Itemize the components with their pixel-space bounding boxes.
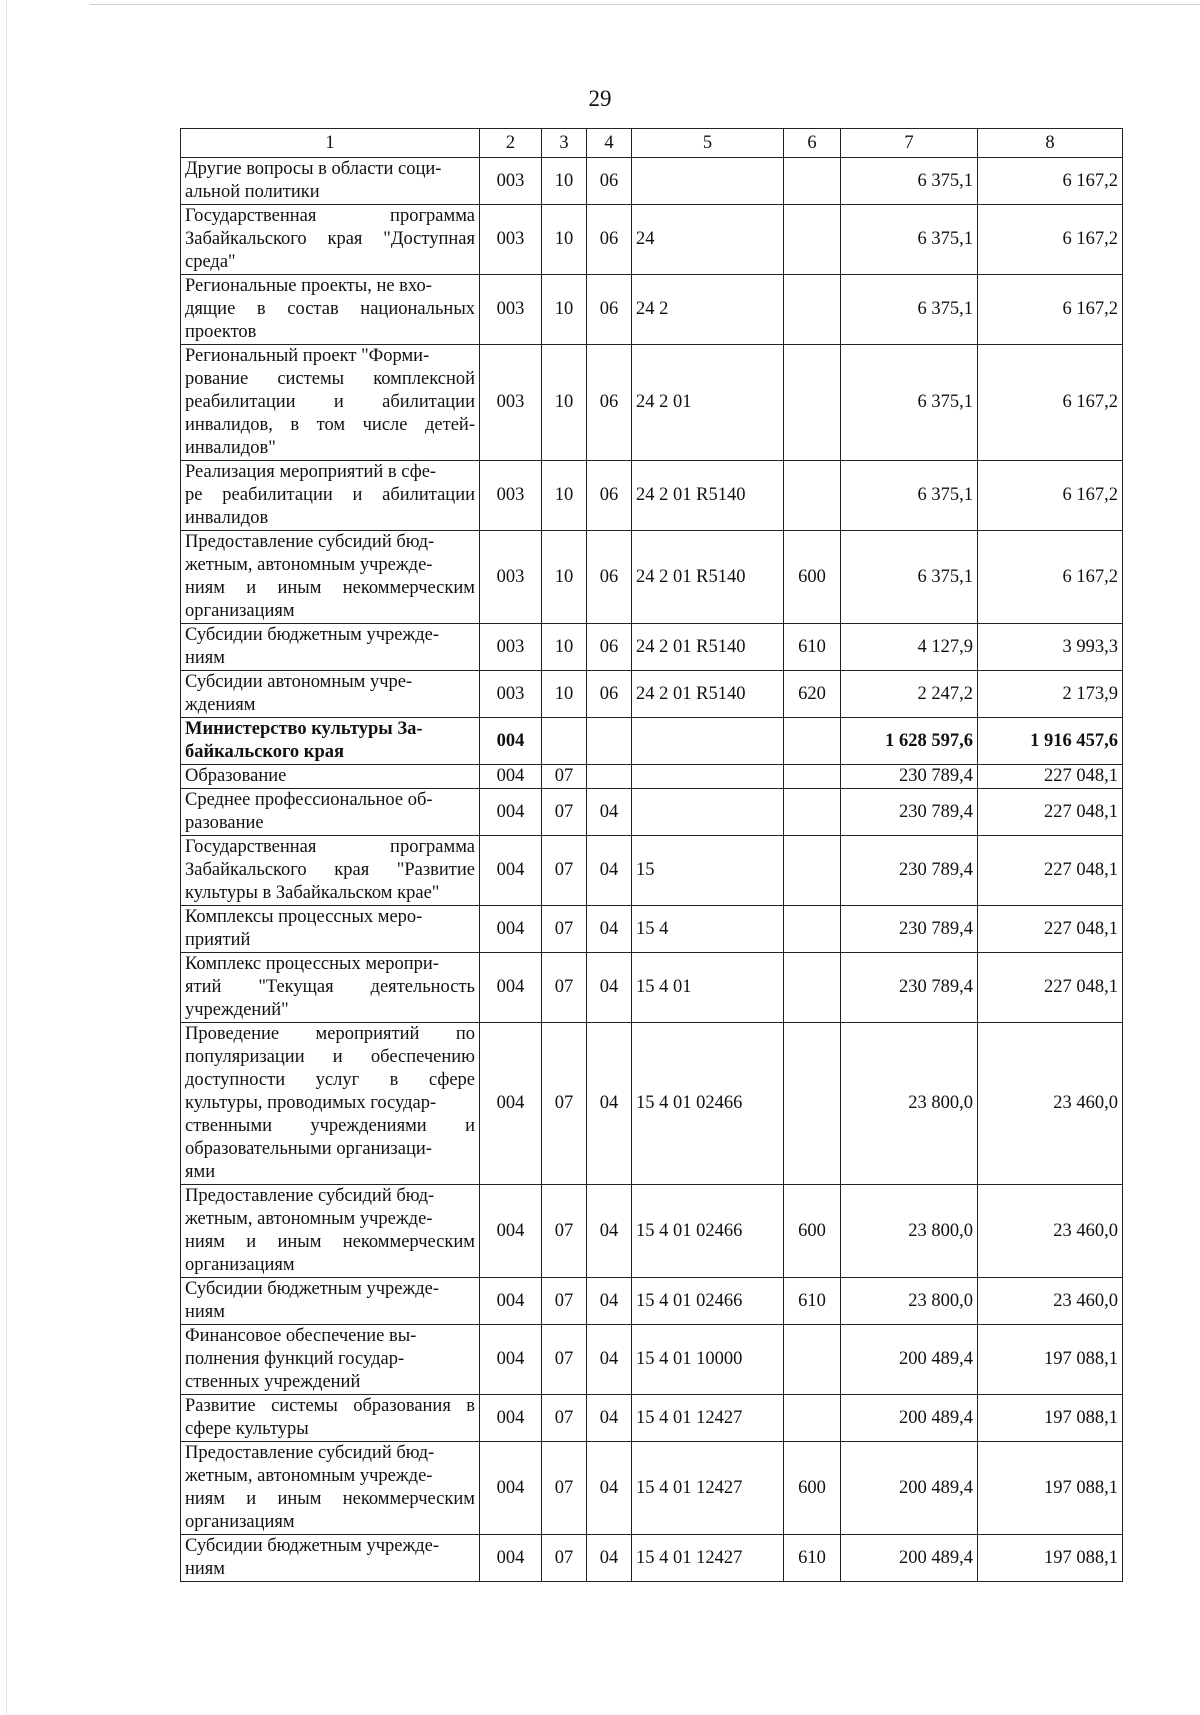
amount-year-1: 230 789,4 — [841, 789, 978, 836]
subsection-code: 06 — [587, 671, 632, 718]
section-code: 10 — [542, 158, 587, 205]
target-article-code: 15 4 — [632, 906, 784, 953]
expense-type-code — [784, 718, 841, 765]
item-name: Государственная программа Забайкальского края "Доступная среда" — [181, 205, 480, 275]
subsection-code: 06 — [587, 624, 632, 671]
subsection-code — [587, 718, 632, 765]
expense-type-code: 600 — [784, 531, 841, 624]
amount-year-2: 2 173,9 — [978, 671, 1123, 718]
subsection-code: 04 — [587, 953, 632, 1023]
section-code: 10 — [542, 205, 587, 275]
table-row — [181, 158, 1123, 205]
ministry-code: 004 — [480, 1023, 542, 1185]
column-header: 6 — [784, 129, 841, 158]
section-code: 07 — [542, 836, 587, 906]
section-code: 07 — [542, 906, 587, 953]
column-header: 5 — [632, 129, 784, 158]
ministry-code: 004 — [480, 765, 542, 789]
target-article-code — [632, 789, 784, 836]
table-row — [181, 718, 1123, 765]
ministry-code: 003 — [480, 531, 542, 624]
ministry-code: 004 — [480, 906, 542, 953]
target-article-code: 24 2 01 R5140 — [632, 671, 784, 718]
target-article-code: 15 4 01 02466 — [632, 1185, 784, 1278]
section-code: 07 — [542, 1023, 587, 1185]
expense-type-code — [784, 836, 841, 906]
amount-year-2: 227 048,1 — [978, 836, 1123, 906]
item-name: Субсидии бюджетным учрежде- ниям — [181, 624, 480, 671]
amount-year-2: 6 167,2 — [978, 461, 1123, 531]
subsection-code: 06 — [587, 275, 632, 345]
amount-year-1: 1 628 597,6 — [841, 718, 978, 765]
column-header: 1 — [181, 129, 480, 158]
amount-year-1: 23 800,0 — [841, 1185, 978, 1278]
budget-table — [180, 128, 1123, 1582]
item-name: Среднее профессиональное об- разование — [181, 789, 480, 836]
expense-type-code — [784, 345, 841, 461]
amount-year-1: 230 789,4 — [841, 765, 978, 789]
target-article-code: 15 — [632, 836, 784, 906]
target-article-code — [632, 158, 784, 205]
amount-year-1: 200 489,4 — [841, 1395, 978, 1442]
amount-year-2: 6 167,2 — [978, 345, 1123, 461]
table-body — [181, 158, 1123, 1582]
amount-year-2: 6 167,2 — [978, 158, 1123, 205]
subsection-code: 06 — [587, 205, 632, 275]
table-row — [181, 531, 1123, 624]
amount-year-2: 23 460,0 — [978, 1185, 1123, 1278]
subsection-code: 04 — [587, 1442, 632, 1535]
section-code: 10 — [542, 671, 587, 718]
ministry-code: 004 — [480, 1185, 542, 1278]
scan-edge-line — [90, 4, 1200, 5]
amount-year-1: 6 375,1 — [841, 531, 978, 624]
target-article-code: 15 4 01 10000 — [632, 1325, 784, 1395]
amount-year-2: 23 460,0 — [978, 1278, 1123, 1325]
expense-type-code — [784, 461, 841, 531]
target-article-code: 15 4 01 02466 — [632, 1278, 784, 1325]
ministry-code: 004 — [480, 1442, 542, 1535]
ministry-code: 004 — [480, 1278, 542, 1325]
ministry-code: 003 — [480, 671, 542, 718]
amount-year-2: 227 048,1 — [978, 765, 1123, 789]
table-row — [181, 1325, 1123, 1395]
table-row — [181, 671, 1123, 718]
amount-year-2: 6 167,2 — [978, 531, 1123, 624]
amount-year-1: 200 489,4 — [841, 1535, 978, 1582]
target-article-code: 24 2 01 R5140 — [632, 531, 784, 624]
section-code: 10 — [542, 531, 587, 624]
item-name: Предоставление субсидий бюд- жетным, автономным учрежде- ниям и иным некоммерческим организациям — [181, 531, 480, 624]
subsection-code: 06 — [587, 531, 632, 624]
ministry-code: 004 — [480, 1325, 542, 1395]
amount-year-1: 230 789,4 — [841, 906, 978, 953]
expense-type-code — [784, 1395, 841, 1442]
subsection-code: 04 — [587, 1395, 632, 1442]
expense-type-code — [784, 906, 841, 953]
amount-year-2: 227 048,1 — [978, 789, 1123, 836]
item-name: Региональный проект "Форми- рование системы комплексной реабилитации и абилитации инвалидов, в том числе детей-инвалидов" — [181, 345, 480, 461]
page-number: 29 — [588, 86, 612, 111]
section-code: 10 — [542, 461, 587, 531]
item-name: Развитие системы образования в сфере культуры — [181, 1395, 480, 1442]
amount-year-1: 6 375,1 — [841, 275, 978, 345]
table-row — [181, 461, 1123, 531]
amount-year-2: 6 167,2 — [978, 275, 1123, 345]
section-code: 07 — [542, 953, 587, 1023]
subsection-code: 04 — [587, 1325, 632, 1395]
header-row — [181, 129, 1123, 158]
expense-type-code — [784, 765, 841, 789]
subsection-code: 04 — [587, 789, 632, 836]
table-row — [181, 765, 1123, 789]
section-code: 07 — [542, 1395, 587, 1442]
table-row — [181, 624, 1123, 671]
section-code: 10 — [542, 345, 587, 461]
amount-year-1: 2 247,2 — [841, 671, 978, 718]
amount-year-2: 197 088,1 — [978, 1442, 1123, 1535]
ministry-code: 004 — [480, 836, 542, 906]
item-name: Комплекс процессных меропри- ятий "Текущая деятельность учреждений" — [181, 953, 480, 1023]
ministry-code: 003 — [480, 275, 542, 345]
expense-type-code: 610 — [784, 1278, 841, 1325]
target-article-code — [632, 718, 784, 765]
amount-year-2: 23 460,0 — [978, 1023, 1123, 1185]
target-article-code: 24 2 01 R5140 — [632, 461, 784, 531]
item-name: Проведение мероприятий по популяризации и обеспечению доступности услуг в сфере культуры, проводимых государ- ственными учреждениями и образовательными организаци- ями — [181, 1023, 480, 1185]
subsection-code: 04 — [587, 836, 632, 906]
amount-year-2: 227 048,1 — [978, 953, 1123, 1023]
expense-type-code: 600 — [784, 1185, 841, 1278]
amount-year-1: 200 489,4 — [841, 1442, 978, 1535]
target-article-code: 15 4 01 12427 — [632, 1442, 784, 1535]
expense-type-code — [784, 158, 841, 205]
item-name: Предоставление субсидий бюд- жетным, автономным учрежде- ниям и иным некоммерческим организациям — [181, 1185, 480, 1278]
table-row — [181, 1185, 1123, 1278]
target-article-code: 24 2 01 R5140 — [632, 624, 784, 671]
section-code: 07 — [542, 1325, 587, 1395]
subsection-code: 06 — [587, 461, 632, 531]
expense-type-code — [784, 789, 841, 836]
column-header: 2 — [480, 129, 542, 158]
column-header: 3 — [542, 129, 587, 158]
expense-type-code — [784, 275, 841, 345]
subsection-code: 04 — [587, 1278, 632, 1325]
section-code: 07 — [542, 1278, 587, 1325]
ministry-code: 004 — [480, 1535, 542, 1582]
subsection-code: 04 — [587, 1535, 632, 1582]
amount-year-2: 227 048,1 — [978, 906, 1123, 953]
section-code: 07 — [542, 1535, 587, 1582]
table-row — [181, 275, 1123, 345]
section-code: 07 — [542, 789, 587, 836]
item-name: Министерство культуры За- байкальского края — [181, 718, 480, 765]
table-row — [181, 906, 1123, 953]
table-row — [181, 1395, 1123, 1442]
item-name: Региональные проекты, не вхо- дящие в состав национальных проектов — [181, 275, 480, 345]
amount-year-2: 197 088,1 — [978, 1535, 1123, 1582]
table-row — [181, 953, 1123, 1023]
target-article-code: 24 2 — [632, 275, 784, 345]
item-name: Образование — [181, 765, 480, 789]
expense-type-code: 610 — [784, 624, 841, 671]
item-name: Комплексы процессных меро- приятий — [181, 906, 480, 953]
table-row — [181, 1442, 1123, 1535]
ministry-code: 003 — [480, 205, 542, 275]
amount-year-1: 6 375,1 — [841, 345, 978, 461]
column-header: 4 — [587, 129, 632, 158]
item-name: Реализация мероприятий в сфе- ре реабилитации и абилитации инвалидов — [181, 461, 480, 531]
expense-type-code: 620 — [784, 671, 841, 718]
ministry-code: 004 — [480, 789, 542, 836]
target-article-code: 15 4 01 — [632, 953, 784, 1023]
section-code: 07 — [542, 1442, 587, 1535]
item-name: Предоставление субсидий бюд- жетным, автономным учрежде- ниям и иным некоммерческим организациям — [181, 1442, 480, 1535]
amount-year-1: 23 800,0 — [841, 1278, 978, 1325]
column-header: 7 — [841, 129, 978, 158]
amount-year-2: 6 167,2 — [978, 205, 1123, 275]
ministry-code: 003 — [480, 461, 542, 531]
item-name: Субсидии бюджетным учрежде- ниям — [181, 1278, 480, 1325]
ministry-code: 004 — [480, 718, 542, 765]
column-header: 8 — [978, 129, 1123, 158]
scan-left-edge — [6, 0, 7, 1715]
section-code: 10 — [542, 275, 587, 345]
expense-type-code: 610 — [784, 1535, 841, 1582]
amount-year-2: 1 916 457,6 — [978, 718, 1123, 765]
table-row — [181, 789, 1123, 836]
table-row — [181, 1535, 1123, 1582]
table-row — [181, 1278, 1123, 1325]
expense-type-code — [784, 953, 841, 1023]
target-article-code: 24 2 01 — [632, 345, 784, 461]
section-code: 10 — [542, 624, 587, 671]
table-row — [181, 205, 1123, 275]
amount-year-1: 200 489,4 — [841, 1325, 978, 1395]
amount-year-1: 6 375,1 — [841, 158, 978, 205]
subsection-code: 04 — [587, 1023, 632, 1185]
item-name: Субсидии бюджетным учрежде- ниям — [181, 1535, 480, 1582]
target-article-code: 15 4 01 12427 — [632, 1535, 784, 1582]
subsection-code: 06 — [587, 345, 632, 461]
amount-year-1: 6 375,1 — [841, 205, 978, 275]
table-row — [181, 345, 1123, 461]
ministry-code: 004 — [480, 953, 542, 1023]
item-name: Субсидии автономным учре- ждениям — [181, 671, 480, 718]
expense-type-code — [784, 205, 841, 275]
amount-year-1: 6 375,1 — [841, 461, 978, 531]
expense-type-code — [784, 1023, 841, 1185]
ministry-code: 003 — [480, 624, 542, 671]
amount-year-1: 4 127,9 — [841, 624, 978, 671]
item-name: Другие вопросы в области соци- альной политики — [181, 158, 480, 205]
ministry-code: 003 — [480, 158, 542, 205]
amount-year-2: 3 993,3 — [978, 624, 1123, 671]
section-code: 07 — [542, 765, 587, 789]
ministry-code: 004 — [480, 1395, 542, 1442]
expense-type-code — [784, 1325, 841, 1395]
amount-year-2: 197 088,1 — [978, 1395, 1123, 1442]
amount-year-2: 197 088,1 — [978, 1325, 1123, 1395]
amount-year-1: 230 789,4 — [841, 953, 978, 1023]
amount-year-1: 230 789,4 — [841, 836, 978, 906]
ministry-code: 003 — [480, 345, 542, 461]
target-article-code: 24 — [632, 205, 784, 275]
subsection-code: 06 — [587, 158, 632, 205]
item-name: Финансовое обеспечение вы- полнения функций государ- ственных учреждений — [181, 1325, 480, 1395]
section-code — [542, 718, 587, 765]
item-name: Государственная программа Забайкальского края "Развитие культуры в Забайкальском крае" — [181, 836, 480, 906]
table-row — [181, 1023, 1123, 1185]
expense-type-code: 600 — [784, 1442, 841, 1535]
amount-year-1: 23 800,0 — [841, 1023, 978, 1185]
subsection-code: 04 — [587, 906, 632, 953]
section-code: 07 — [542, 1185, 587, 1278]
target-article-code: 15 4 01 02466 — [632, 1023, 784, 1185]
target-article-code — [632, 765, 784, 789]
subsection-code: 04 — [587, 1185, 632, 1278]
target-article-code: 15 4 01 12427 — [632, 1395, 784, 1442]
table-row — [181, 836, 1123, 906]
subsection-code — [587, 765, 632, 789]
